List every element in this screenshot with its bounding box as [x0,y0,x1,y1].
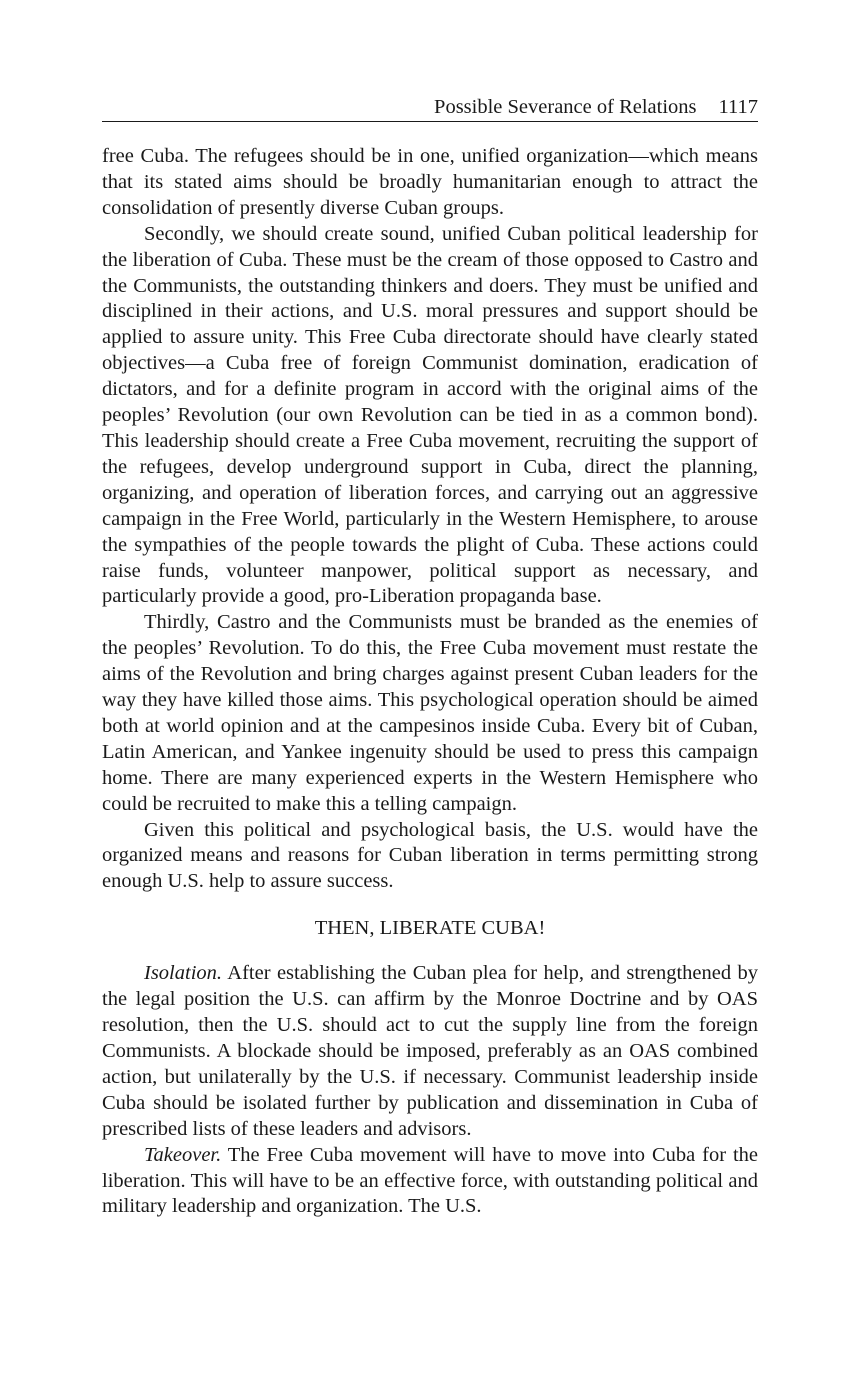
isolation-text: After establishing the Cuban plea for help, and strengthened by the legal position the U.S. can affirm by the Monroe Doctrine and by OAS resolution, then the U.S. should act to cut the supply line from the foreign Communists. A blockade should be imposed, preferably as an OAS combined action, but unilaterally by the U.S. if necessary. Communist leadership inside Cuba should be isolated further by publication and dissemination in Cuba of prescribed lists of these leaders and advisors. [102,962,758,1140]
paragraph-basis: Given this political and psychological basis, the U.S. would have the organized means and reasons for Cuban liberation in terms permitting strong enough U.S. help to assure success. [102,818,758,893]
paragraph-takeover [102,1143,758,1221]
paragraph-continuation: free Cuba. The refugees should be in one, unified organization—which means that its stated aims should be broadly humanitarian enough to attract the consolidation of presently diverse Cuban groups. [102,145,758,219]
body-text [102,144,758,1220]
paragraph-secondly: Secondly, we should create sound, unified Cuban political leadership for the liberation of Cuba. These must be the cream of those opposed to Castro and the Communists, the outstanding thinkers and doers. They must be unified and disciplined in their actions, and U.S. moral pressures and support should be applied to assure unity. This Free Cuba directorate should have clearly stated objectives—a Cuba free of foreign Communist domination, eradication of dictators, and for a definite program in accord with the original aims of the peoples’ Revolution (our own Revolution can be tied in as a common bond). This leadership should create a Free Cuba movement, recruiting the support of the refugees, develop underground support in Cuba, direct the planning, organizing, and operation of liberation forces, and carrying out an aggressive campaign in the Free World, particularly in the Western Hemisphere, to arouse the sympathies of the people towards the plight of Cuba. These actions could raise funds, volunteer manpower, political support as necessary, and particularly provide a good, pro-Liberation propaganda base. [102,222,758,608]
running-header [102,94,758,122]
page-number: 1117 [718,96,758,118]
takeover-label: Takeover. [144,1143,222,1166]
isolation-label: Isolation. [144,962,223,985]
paragraph-isolation [102,961,758,1142]
paragraph-thirdly: Thirdly, Castro and the Communists must be branded as the enemies of the peoples’ Revolution. To do this, the Free Cuba movement must restate the aims of the Revolution and bring charges against present Cuban leaders for the way they have killed those aims. This psychological operation should be aimed both at world opinion and at the campesinos inside Cuba. Every bit of Cuban, Latin American, and Yankee ingenuity should be used to press this campaign home. There are many experienced experts in the Western Hemisphere who could be recruited to make this a telling campaign. [102,611,758,815]
takeover-text: The Free Cuba movement will have to move into Cuba for the liberation. This will have to be an effective force, with outstanding political and military leadership and organization. The U.S. [102,1143,758,1218]
document-page [102,94,758,1220]
running-title: Possible Severance of Relations [434,96,697,118]
section-heading: THEN, LIBERATE CUBA! [314,917,546,940]
